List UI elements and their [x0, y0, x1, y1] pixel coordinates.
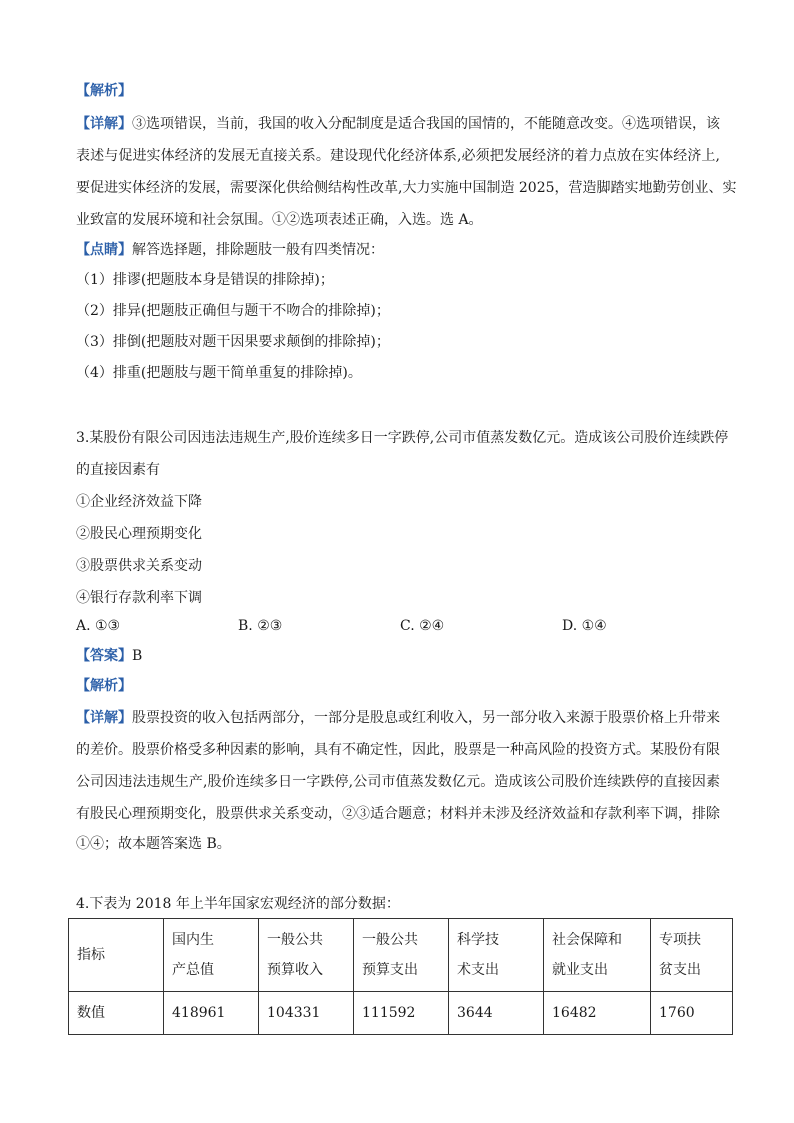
option-d: D. ①④ — [562, 618, 607, 634]
answer-value: B — [132, 648, 143, 664]
question3-item: ①企业经济效益下降 — [76, 494, 202, 510]
option-b: B. ②③ — [238, 618, 283, 634]
data-table — [68, 918, 733, 1035]
table-header-cell: 社会保障和 就业支出 — [544, 919, 651, 992]
q3-detail-line: 有股民心理预期变化，股票供求关系变动，②③适合题意；材料并未涉及经济效益和存款利率下调，排除 — [76, 806, 720, 822]
analysis-heading: 【解析】 — [76, 678, 132, 694]
q3-detail-line: ①④；故本题答案选 B。 — [76, 836, 231, 852]
table-cell: 数值 — [69, 992, 164, 1035]
tip-line: 【点睛】解答选择题，排除题肢一般有四类情况： — [76, 242, 384, 258]
table-cell: 418961 — [164, 992, 259, 1035]
analysis-heading: 【解析】 — [76, 83, 132, 99]
table-header-cell: 指标 — [69, 919, 164, 992]
analysis-detail-line: 要促进实体经济的发展，需要深化供给侧结构性改革,大力实施中国制造 2025，营造脚踏实地勤劳创业、实 — [76, 180, 737, 196]
detail-tag: 【详解】 — [76, 116, 132, 132]
question3-item: ②股民心理预期变化 — [76, 526, 202, 542]
table-header-cell: 一般公共 预算支出 — [354, 919, 449, 992]
option-c: C. ②④ — [400, 618, 445, 634]
answer-line — [76, 646, 142, 666]
table-header-cell: 科学技 术支出 — [449, 919, 544, 992]
tip-tag: 【点睛】 — [76, 242, 132, 258]
table-header-cell: 一般公共 预算收入 — [259, 919, 354, 992]
question3-stem-line: 的直接因素有 — [76, 462, 160, 478]
table-header-cell: 专项扶 贫支出 — [651, 919, 733, 992]
tip-item: （3）排倒(把题肢对题干因果要求颠倒的排除掉)； — [76, 334, 390, 350]
table-cell: 1760 — [651, 992, 733, 1035]
analysis-detail-line: 【详解】③选项错误，当前，我国的收入分配制度是适合我国的国情的，不能随意改变。④选项错误，该 — [76, 116, 720, 132]
question4-stem: 4.下表为 2018 年上半年国家宏观经济的部分数据： — [76, 896, 400, 912]
q3-detail-line: 公司因违法违规生产,股价连续多日一字跌停,公司市值蒸发数亿元。造成该公司股价连续跌停的直接因素 — [76, 774, 720, 790]
tip-item: （1）排谬(把题肢本身是错误的排除掉)； — [76, 272, 334, 288]
table-cell: 16482 — [544, 992, 651, 1035]
answer-tag: 【答案】 — [76, 648, 132, 664]
detail-tag: 【详解】 — [76, 710, 132, 726]
option-a: A. ①③ — [76, 618, 121, 634]
q3-detail-line: 【详解】股票投资的收入包括两部分，一部分是股息或红利收入，另一部分收入来源于股票价格上升带来 — [76, 710, 720, 726]
table-row — [69, 992, 733, 1035]
analysis-detail-line: 业致富的发展环境和社会氛围。①②选项表述正确，入选。选 A。 — [76, 212, 483, 228]
table-header-cell: 国内生 产总值 — [164, 919, 259, 992]
tip-item: （2）排异(把题肢正确但与题干不吻合的排除掉)； — [76, 303, 390, 319]
question3-item: ③股票供求关系变动 — [76, 558, 202, 574]
q3-detail-line: 的差价。股票价格受多种因素的影响，具有不确定性，因此，股票是一种高风险的投资方式。某股份有限 — [76, 742, 720, 758]
tip-item: （4）排重(把题肢与题干简单重复的排除掉)。 — [76, 365, 362, 381]
table-cell: 111592 — [354, 992, 449, 1035]
analysis-detail-line: 表述与促进实体经济的发展无直接关系。建设现代化经济体系,必须把发展经济的着力点放在实体经济上, — [76, 148, 720, 164]
table-cell: 104331 — [259, 992, 354, 1035]
table-cell: 3644 — [449, 992, 544, 1035]
question3-item: ④银行存款利率下调 — [76, 590, 202, 606]
table-header-row — [69, 919, 733, 992]
question3-stem-line: 3.某股份有限公司因违法违规生产,股价连续多日一字跌停,公司市值蒸发数亿元。造成该公司股价连续跌停 — [76, 430, 729, 446]
